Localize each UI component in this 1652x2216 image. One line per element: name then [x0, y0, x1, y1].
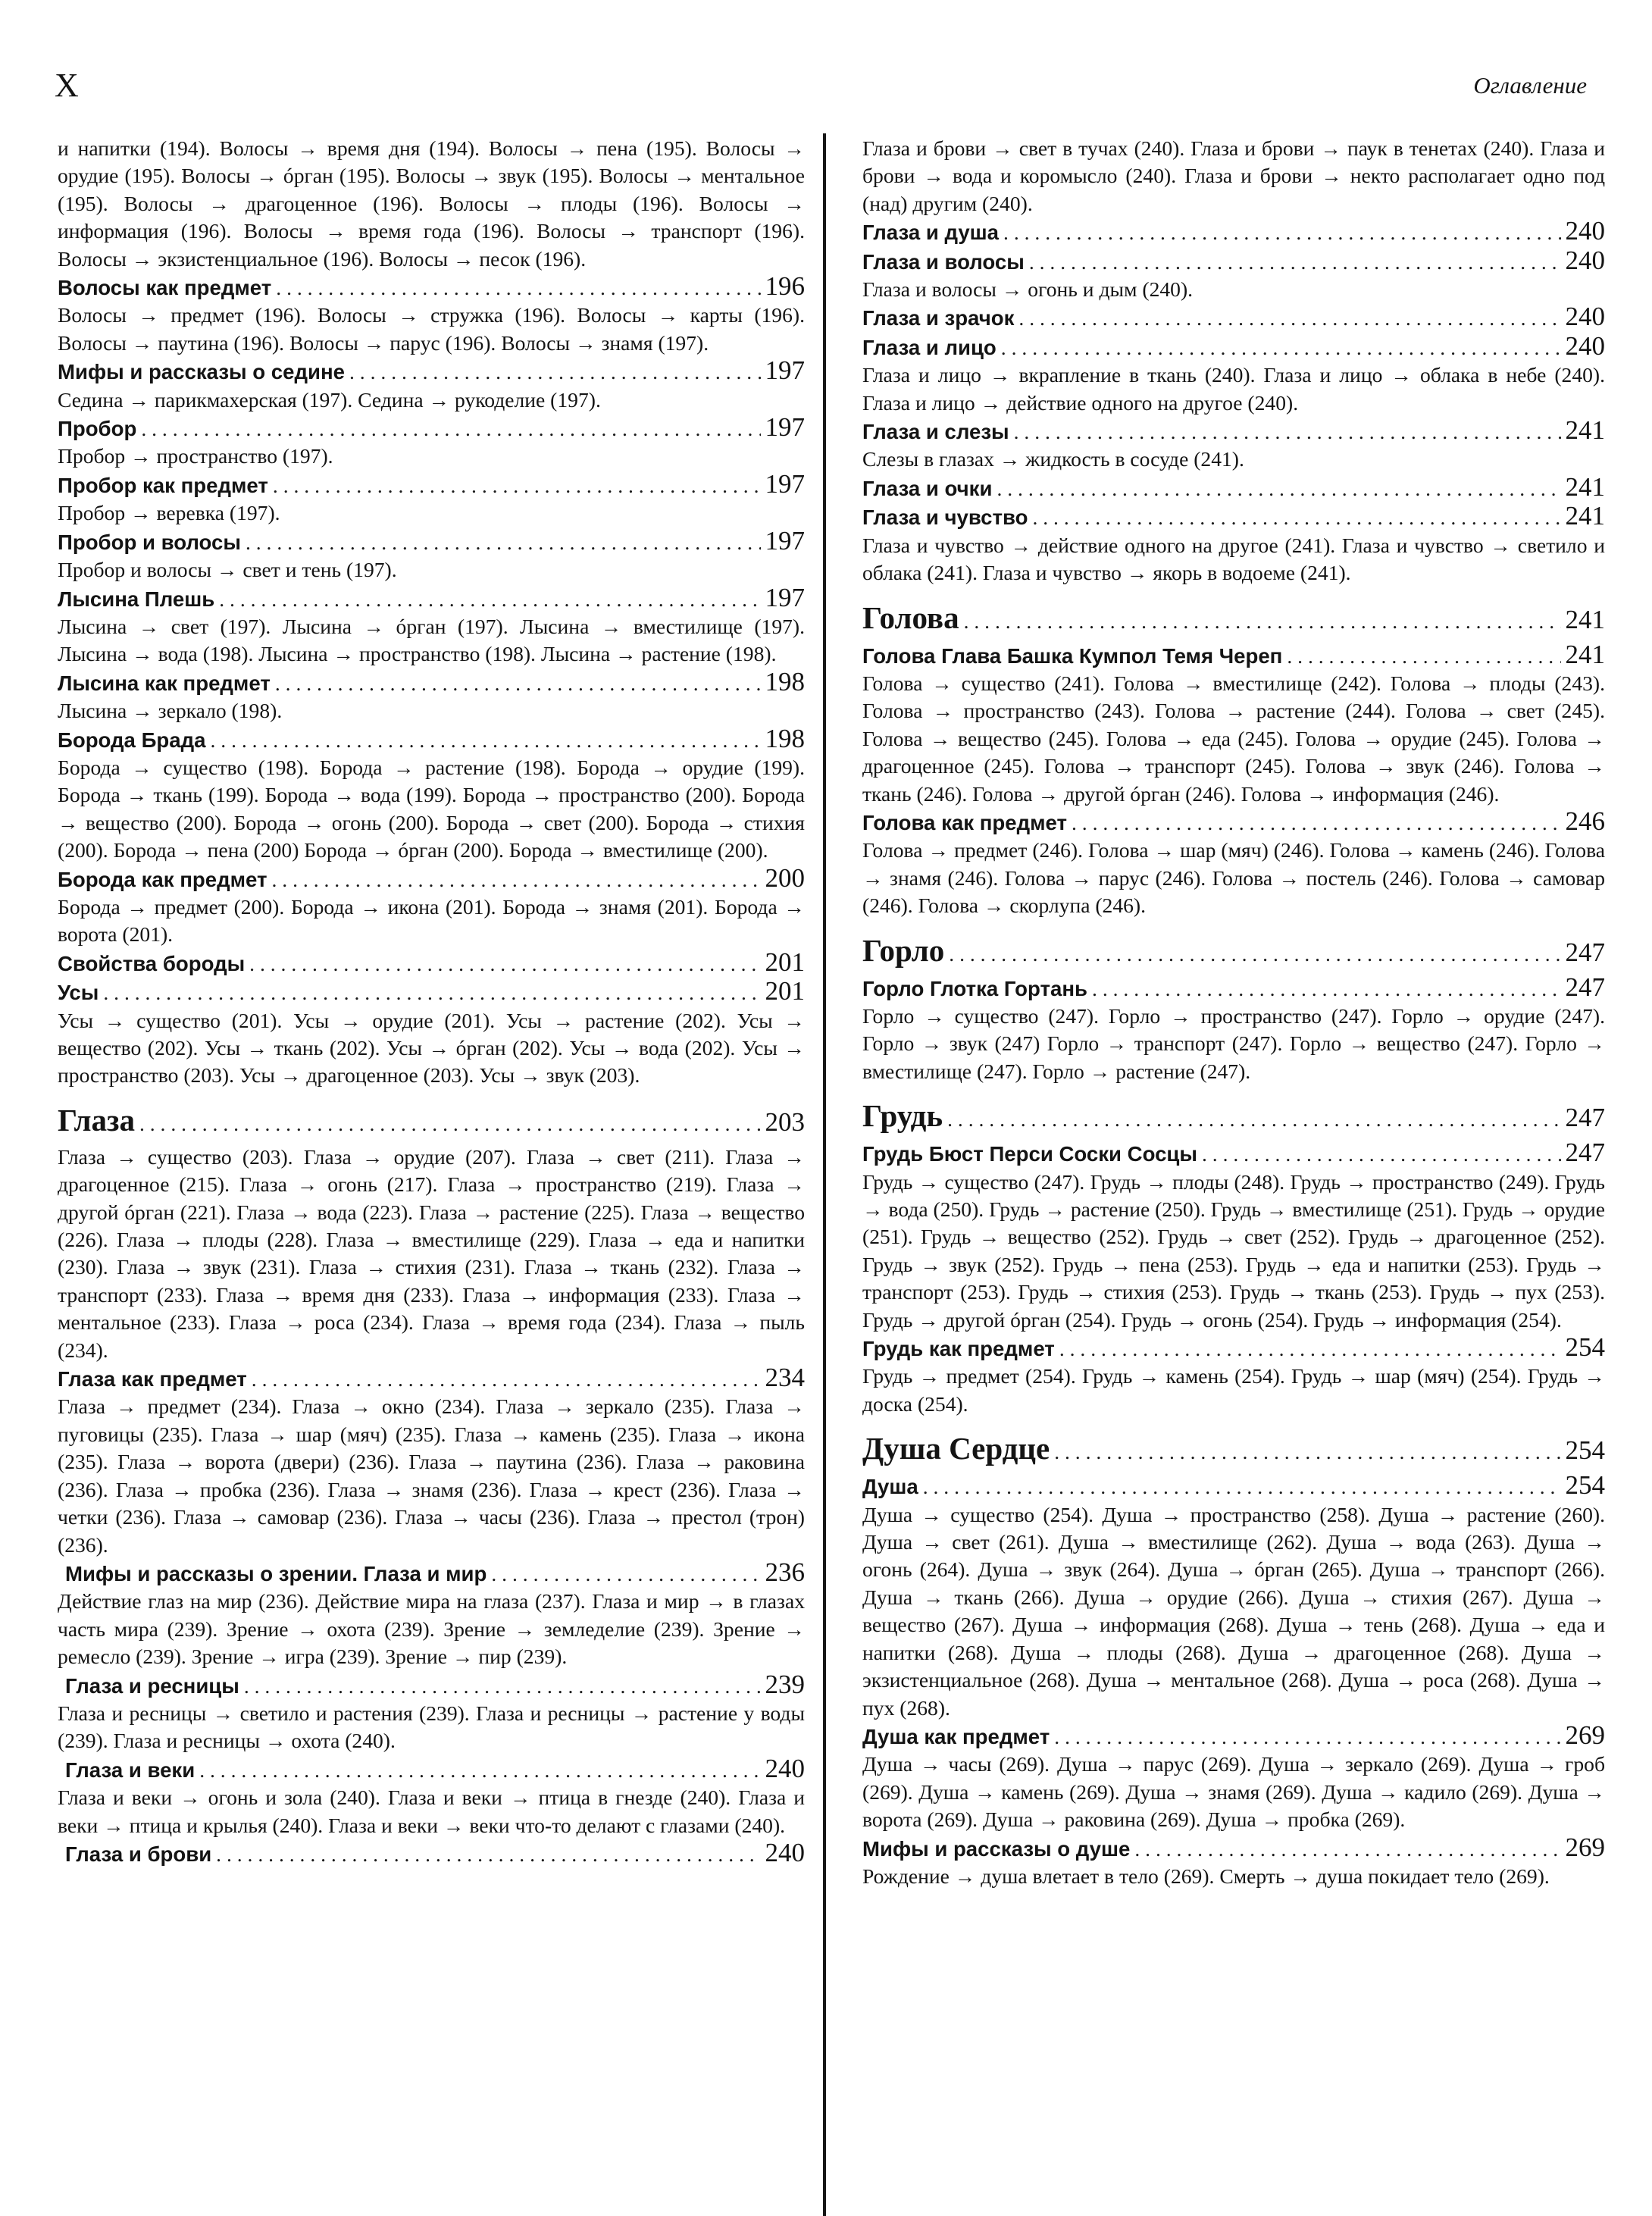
- running-title: Оглавление: [1473, 72, 1587, 99]
- toc-entry-title: Пробор как предмет: [58, 473, 268, 497]
- toc-description: Горло → существо (247). Горло → пространство (247). Горло → орудие (247). Горло → звук (247) Горло → транспорт (247). Горло → вещество (247). Горло → вместилище (247). Горло → растение (247).: [862, 1003, 1605, 1083]
- toc-entry[interactable]: [58, 1755, 805, 1784]
- toc-description: Борода → существо (198). Борода → растение (198). Борода → орудие (199). Борода → ткань (199). Борода → вода (199). Борода → пространство (200). Борода → вещество (200). Борода → огонь (200). Борода → свет (200). Борода → стихия (200). Борода → пена (200) Борода → óрган (200). Борода → вместилище (200).: [58, 755, 805, 862]
- toc-entry-title: Глаза и брови: [65, 1842, 212, 1866]
- toc-entry[interactable]: [58, 414, 805, 443]
- toc-entry-page: 197: [765, 525, 805, 556]
- toc-entry[interactable]: [862, 1139, 1605, 1168]
- toc-entry[interactable]: [58, 725, 805, 754]
- toc-entry-page: 198: [765, 723, 805, 753]
- dot-leader: [276, 274, 760, 302]
- toc-entry-title: Глаза и лицо: [862, 335, 997, 359]
- toc-description: Лысина → свет (197). Лысина → óрган (197). Лысина → вместилище (197). Лысина → вода (198). Лысина → пространство (198). Лысина → растение (198).: [58, 614, 805, 666]
- toc-description: Душа → часы (269). Душа → парус (269). Душа → зеркало (269). Душа → гроб (269). Душа → камень (269). Душа → знамя (269). Душа → кадило (269). Душа → ворота (269). Душа → раковина (269). Душа → пробка (269).: [862, 1752, 1605, 1832]
- toc-entry-page: 201: [765, 976, 805, 1006]
- toc-entry[interactable]: [58, 949, 805, 978]
- toc-entry-page: 246: [1565, 806, 1605, 836]
- toc-entry-page: 200: [765, 862, 805, 893]
- toc-description: Лысина → зеркало (198).: [58, 699, 283, 723]
- toc-entry-title: Глаза и очки: [862, 476, 993, 500]
- toc-entry-title: Пробор и волосы: [58, 530, 241, 554]
- dot-leader: [275, 670, 761, 697]
- dot-leader: [1072, 809, 1561, 837]
- toc-entry-page: 239: [765, 1669, 805, 1699]
- toc-entry-title: Лысина как предмет: [58, 671, 271, 695]
- toc-description: Усы → существо (201). Усы → орудие (201). Усы → растение (202). Усы → вещество (202). Усы → ткань (202). Усы → óрган (202). Усы → вода (202). Усы → пространство (203). Усы → драгоценное (203). Усы → звук (203).: [58, 1008, 805, 1088]
- toc-chapter-entry[interactable]: [862, 931, 1605, 974]
- toc-entry-page: 247: [1565, 972, 1605, 1002]
- toc-entry-page: 254: [1565, 1435, 1605, 1466]
- dot-leader: [947, 1100, 1560, 1139]
- toc-entry[interactable]: [58, 273, 805, 302]
- toc-description: и напитки (194). Волосы → время дня (194). Волосы → пена (195). Волосы → орудие (195). Волосы → óрган (195). Волосы → звук (195). Волосы → ментальное (195). Волосы → драгоценное (196). Волосы → плоды (196). Волосы → информация (196). Волосы → время года (196). Волосы → транспорт (196). Волосы → экзистенциальное (196). Волосы → песок (196).: [58, 136, 805, 271]
- toc-description: Глаза и брови → свет в тучах (240). Глаза и брови → паук в тенетах (240). Глаза и брови → вода и коромысло (240). Глаза и брови → некто располагает одно под (над) другим (240).: [862, 136, 1605, 215]
- dot-leader: [923, 1473, 1561, 1501]
- toc-entry-title: Глаза: [58, 1102, 135, 1138]
- toc-entry-title: Грудь как предмет: [862, 1337, 1055, 1361]
- toc-entry-title: Волосы как предмет: [58, 276, 272, 300]
- dot-leader: [949, 934, 1560, 974]
- dot-leader: [1054, 1432, 1560, 1472]
- toc-entry-page: 254: [1565, 1332, 1605, 1363]
- dot-leader: [244, 1673, 761, 1700]
- toc-description: Глаза → предмет (234). Глаза → окно (234). Глаза → зеркало (235). Глаза → пуговицы (235). Глаза → шар (мяч) (235). Глаза → камень (235). Глаза → икона (235). Глаза → ворота (двери) (236). Глаза → паутина (236). Глаза → раковина (236). Глаза → пробка (236). Глаза → знамя (236). Глаза → крест (236). Глаза → четки (236). Глаза → самовар (236). Глаза → часы (236). Глаза → престол (трон) (236).: [58, 1394, 805, 1557]
- toc-entry[interactable]: [58, 584, 805, 613]
- toc-entry-title: Мифы и рассказы о зрении. Глаза и мир: [65, 1561, 487, 1585]
- toc-entry-page: 203: [765, 1106, 805, 1137]
- toc-entry-page: 234: [765, 1363, 805, 1393]
- dot-leader: [210, 727, 760, 754]
- toc-description: Голова → существо (241). Голова → вместилище (242). Голова → плоды (243). Голова → пространство (243). Голова → растение (244). Голова → свет (245). Голова → вещество (245). Голова → еда (245). Голова → орудие (245). Голова → драгоценное (245). Голова → транспорт (245). Голова → звук (246). Голова → ткань (246). Голова → другой óрган (246). Голова → информация (246).: [862, 671, 1605, 806]
- toc-entry-page: 201: [765, 947, 805, 977]
- toc-entry-title: Грудь: [862, 1098, 943, 1134]
- page-number: X: [55, 67, 79, 104]
- toc-entry-page: 196: [765, 271, 805, 302]
- dot-leader: [1001, 334, 1561, 362]
- dot-leader: [273, 472, 761, 499]
- dot-leader: [1134, 1836, 1560, 1863]
- toc-entry-title: Пробор: [58, 417, 137, 441]
- toc-entry-page: 197: [765, 468, 805, 499]
- toc-entry-title: Усы: [58, 981, 99, 1005]
- toc-chapter-entry[interactable]: [862, 1096, 1605, 1139]
- dot-leader: [997, 475, 1560, 502]
- dot-leader: [491, 1560, 760, 1588]
- toc-entry-title: Глаза и волосы: [862, 249, 1025, 274]
- toc-entry-page: 247: [1565, 1103, 1605, 1133]
- toc-description: Грудь → предмет (254). Грудь → камень (254). Грудь → шар (мяч) (254). Грудь → доска (254).: [862, 1364, 1605, 1416]
- toc-entry-title: Душа Сердце: [862, 1431, 1050, 1466]
- toc-entry[interactable]: [58, 1839, 805, 1868]
- toc-entry-page: 269: [1565, 1832, 1605, 1862]
- toc-chapter-entry[interactable]: [58, 1100, 805, 1144]
- toc-entry-title: Голова как предмет: [862, 810, 1067, 834]
- toc-entry-page: 241: [1565, 415, 1605, 446]
- toc-description: Пробор → пространство (197).: [58, 444, 333, 468]
- toc-entry[interactable]: [862, 1722, 1605, 1751]
- toc-entry-title: Лысина Плешь: [58, 587, 215, 611]
- toc-entry[interactable]: [862, 502, 1605, 531]
- toc-entry[interactable]: [862, 1472, 1605, 1501]
- toc-entry-title: Голова Глава Башка Кумпол Темя Череп: [862, 643, 1283, 668]
- toc-entry-page: 240: [1565, 216, 1605, 246]
- dot-leader: [1092, 975, 1560, 1003]
- toc-description: Борода → предмет (200). Борода → икона (201). Борода → знамя (201). Борода → ворота (201).: [58, 894, 805, 947]
- toc-entry[interactable]: [862, 1834, 1605, 1863]
- toc-entry-title: Борода Брада: [58, 728, 206, 752]
- toc-chapter-entry[interactable]: [862, 598, 1605, 641]
- toc-entry-title: Глаза и веки: [65, 1757, 196, 1782]
- toc-description: Седина → парикмахерская (197). Седина → рукоделие (197).: [58, 387, 601, 412]
- toc-column-right: [862, 135, 1605, 1890]
- toc-entry-title: Глаза как предмет: [58, 1367, 247, 1391]
- toc-entry-page: 241: [1565, 471, 1605, 502]
- toc-entry-title: Свойства бороды: [58, 951, 246, 975]
- dot-leader: [1032, 504, 1560, 531]
- toc-entry[interactable]: [862, 218, 1605, 246]
- toc-entry[interactable]: [862, 417, 1605, 446]
- toc-entry[interactable]: [58, 668, 805, 697]
- dot-leader: [1029, 249, 1561, 276]
- toc-entry-title: Горло Глотка Гортань: [862, 976, 1088, 1000]
- toc-entry[interactable]: [862, 247, 1605, 276]
- toc-entry-page: 269: [1565, 1720, 1605, 1750]
- dot-leader: [1054, 1723, 1560, 1751]
- toc-entry-page: 240: [765, 1753, 805, 1783]
- toc-entry-page: 240: [1565, 245, 1605, 275]
- toc-entry-title: Мифы и рассказы о седине: [58, 360, 345, 384]
- toc-entry-page: 241: [1565, 639, 1605, 669]
- toc-description: Действие глаз на мир (236). Действие мира на глаза (237). Глаза и мир → в глазах часть мира (239). Зрение → охота (239). Зрение → земледелие (239). Зрение → ремесло (239). Зрение → игра (239). Зрение → пир (239).: [58, 1589, 805, 1669]
- toc-description: Глаза и лицо → вкрапление в ткань (240). Глаза и лицо → облака в небе (240). Глаза и лицо → действие одного на другое (240).: [862, 363, 1605, 415]
- dot-leader: [103, 979, 760, 1006]
- toc-column-left: [58, 135, 805, 1868]
- toc-entry-title: Глаза и ресницы: [65, 1673, 239, 1698]
- dot-leader: [1059, 1335, 1561, 1363]
- toc-description: Рождение → душа влетает в тело (269). Смерть → душа покидает тело (269).: [862, 1864, 1550, 1888]
- toc-entry-page: 198: [765, 666, 805, 696]
- dot-leader: [1014, 418, 1561, 446]
- toc-entry[interactable]: [58, 527, 805, 556]
- toc-entry[interactable]: [58, 978, 805, 1006]
- toc-entry-title: Глаза и зрачок: [862, 306, 1015, 330]
- toc-entry[interactable]: [862, 1334, 1605, 1363]
- toc-description: Глаза → существо (203). Глаза → орудие (207). Глаза → свет (211). Глаза → драгоценное (215). Глаза → огонь (217). Глаза → пространство (219). Глаза → другой óрган (221). Глаза → вода (223). Глаза → растение (225). Глаза → вещество (226). Глаза → плоды (228). Глаза → вместилище (229). Глаза → еда и напитки (230). Глаза → звук (231). Глаза → стихия (231). Глаза → ткань (232). Глаза → транспорт (233). Глаза → время дня (233). Глаза → информация (233). Глаза → ментальное (233). Глаза → роса (234). Глаза → время года (234). Глаза → пыль (234).: [58, 1144, 805, 1362]
- dot-leader: [199, 1757, 760, 1784]
- toc-description: Глаза и чувство → действие одного на другое (241). Глаза и чувство → светило и облака (241). Глаза и чувство → якорь в водоеме (241).: [862, 533, 1605, 585]
- toc-description: Душа → существо (254). Душа → пространство (258). Душа → растение (260). Душа → свет (261). Душа → вместилище (262). Душа → вода (263). Душа → огонь (264). Душа → звук (264). Душа → óрган (265). Душа → транспорт (266). Душа → ткань (266). Душа → орудие (266). Душа → стихия (267). Душа → вещество (267). Душа → информация (268). Душа → тень (268). Душа → еда и напитки (268). Душа → плоды (268). Душа → драгоценное (268). Душа → экзистенциальное (268). Душа → ментальное (268). Душа → роса (268). Душа → пух (268).: [862, 1502, 1605, 1720]
- toc-entry-page: 247: [1565, 937, 1605, 967]
- toc-chapter-entry[interactable]: [862, 1429, 1605, 1472]
- toc-entry-page: 254: [1565, 1470, 1605, 1501]
- toc-description: Глаза и ресницы → светило и растения (239). Глаза и ресницы → растение у воды (239). Глаза и ресницы → охота (240).: [58, 1701, 805, 1753]
- toc-entry-title: Душа как предмет: [862, 1724, 1050, 1748]
- toc-description: Пробор и волосы → свет и тень (197).: [58, 558, 397, 582]
- toc-entry[interactable]: [58, 862, 805, 894]
- toc-entry[interactable]: [862, 471, 1605, 502]
- toc-entry-page: 236: [765, 1557, 805, 1587]
- toc-entry-title: Горло: [862, 932, 945, 968]
- toc-entry-title: Глаза и слезы: [862, 420, 1009, 444]
- toc-entry[interactable]: [862, 303, 1605, 332]
- column-divider: [823, 133, 826, 2216]
- toc-entry-page: 247: [1565, 1138, 1605, 1168]
- toc-description: Глаза и волосы → огонь и дым (240).: [862, 277, 1194, 302]
- toc-entry-page: 240: [1565, 302, 1605, 332]
- page-header: [55, 59, 1587, 112]
- dot-leader: [964, 602, 1561, 641]
- dot-leader: [246, 529, 761, 556]
- toc-entry-page: 197: [765, 355, 805, 386]
- toc-description: Голова → предмет (246). Голова → шар (мяч) (246). Голова → камень (246). Голова → знамя (246). Голова → парус (246). Голова → постель (246). Голова → самовар (246). Голова → скорлупа (246).: [862, 838, 1605, 918]
- dot-leader: [1018, 305, 1560, 332]
- toc-entry-title: Глаза и душа: [862, 221, 1000, 245]
- toc-entry-title: Борода как предмет: [58, 867, 268, 891]
- toc-description: Волосы → предмет (196). Волосы → стружка (196). Волосы → карты (196). Волосы → паутина (196). Волосы → парус (196). Волосы → знамя (197).: [58, 303, 805, 355]
- toc-description: Глаза и веки → огонь и зола (240). Глаза и веки → птица в гнезде (240). Глаза и веки → птица и крылья (240). Глаза и веки → веки что-то делают с глазами (240).: [58, 1786, 805, 1837]
- toc-entry-title: Грудь Бюст Перси Соски Сосцы: [862, 1142, 1197, 1166]
- dot-leader: [349, 358, 761, 386]
- toc-entry[interactable]: [862, 808, 1605, 837]
- toc-description: Пробор → веревка (197).: [58, 501, 280, 525]
- toc-entry-title: Глаза и чувство: [862, 505, 1028, 530]
- toc-entry[interactable]: [58, 1364, 805, 1393]
- toc-entry-page: 197: [765, 412, 805, 443]
- toc-entry-page: 240: [765, 1837, 805, 1867]
- toc-entry[interactable]: [58, 1671, 805, 1700]
- toc-entry-title: Душа: [862, 1475, 918, 1499]
- toc-description: Слезы в глазах → жидкость в сосуде (241).: [862, 447, 1244, 471]
- dot-leader: [1003, 219, 1560, 246]
- toc-entry[interactable]: [862, 330, 1605, 362]
- dot-leader: [252, 1366, 761, 1393]
- dot-leader: [219, 586, 760, 613]
- dot-leader: [1202, 1141, 1561, 1168]
- toc-description: Грудь → существо (247). Грудь → плоды (248). Грудь → пространство (249). Грудь → вода (250). Грудь → растение (250). Грудь → вместилище (251). Грудь → орудие (251). Грудь → вещество (252). Грудь → свет (252). Грудь → драгоценное (252). Грудь → звук (252). Грудь → пена (253). Грудь → еда и напитки (253). Грудь → транспорт (253). Грудь → стихия (253). Грудь → ткань (253). Грудь → пух (253). Грудь → другой óрган (254). Грудь → огонь (254). Грудь → информация (254).: [862, 1169, 1605, 1332]
- toc-entry-page: 197: [765, 582, 805, 612]
- dot-leader: [1287, 643, 1560, 670]
- toc-entry-page: 241: [1565, 501, 1605, 531]
- toc-entry-title: Голова: [862, 599, 959, 635]
- dot-leader: [139, 1104, 761, 1144]
- toc-entry-title: Мифы и рассказы о душе: [862, 1836, 1131, 1861]
- toc-entry[interactable]: [862, 974, 1605, 1003]
- toc-entry[interactable]: [58, 1559, 805, 1588]
- dot-leader: [272, 866, 761, 894]
- toc-entry[interactable]: [58, 357, 805, 386]
- toc-entry-page: 240: [1565, 330, 1605, 361]
- toc-entry[interactable]: [862, 641, 1605, 670]
- toc-entry-page: 241: [1565, 604, 1605, 634]
- dot-leader: [249, 950, 760, 978]
- toc-entry[interactable]: [58, 468, 805, 499]
- dot-leader: [216, 1841, 760, 1868]
- dot-leader: [141, 415, 760, 443]
